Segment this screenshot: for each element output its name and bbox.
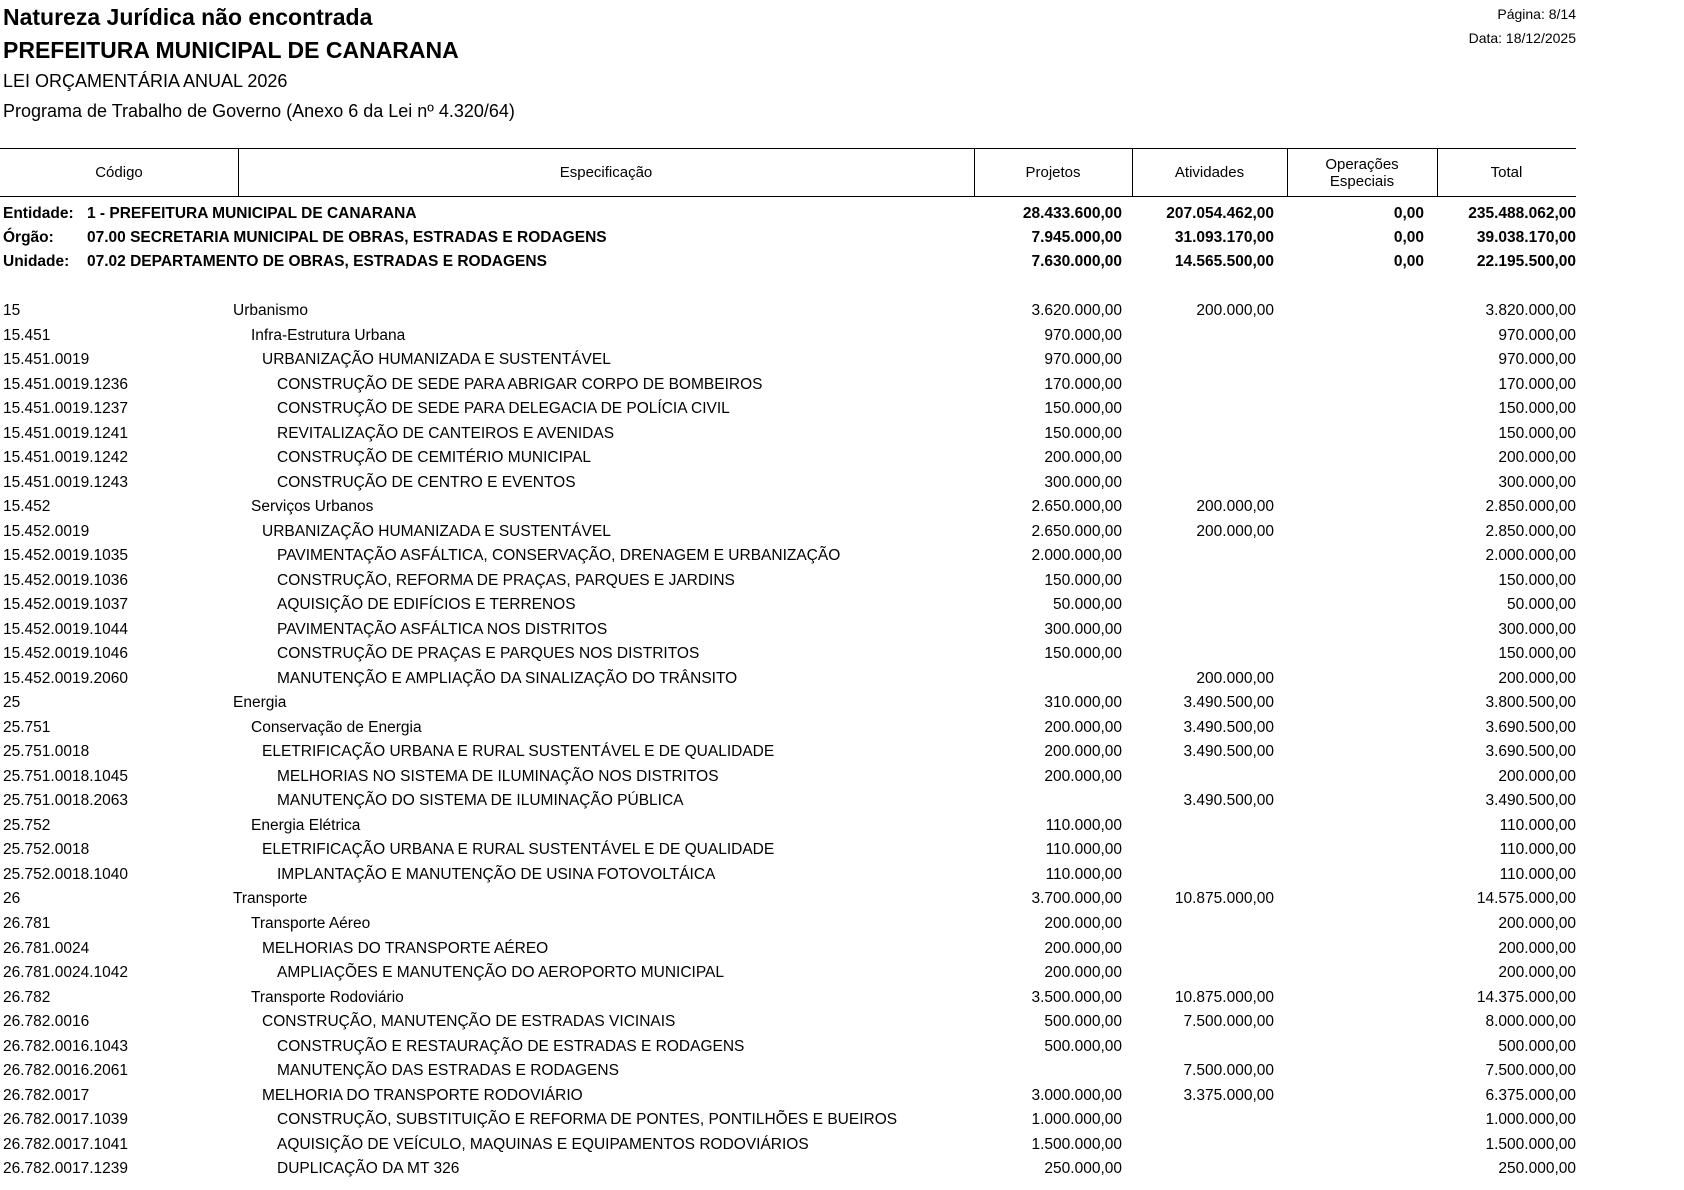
table-row	[0, 642, 1576, 666]
row-specification: Infra-Estrutura Urbana	[251, 327, 406, 344]
row-atividades: 7.500.000,00	[1183, 1062, 1274, 1079]
row-specification: CONSTRUÇÃO DE CENTRO E EVENTOS	[277, 474, 576, 491]
row-total: 3.690.500,00	[1485, 719, 1576, 736]
table-row	[0, 1010, 1576, 1034]
row-code: 25.752	[3, 817, 51, 834]
row-code: 26.782	[3, 989, 51, 1006]
row-projetos: 110.000,00	[1045, 866, 1122, 883]
table-row	[0, 887, 1576, 911]
table-row	[0, 838, 1576, 862]
row-projetos: 110.000,00	[1045, 841, 1122, 858]
row-specification: CONSTRUÇÃO DE CEMITÉRIO MUNICIPAL	[277, 449, 592, 466]
row-total: 2.850.000,00	[1485, 498, 1576, 515]
row-code: 26.781.0024	[3, 940, 90, 957]
row-projetos: 200.000,00	[1044, 915, 1122, 932]
row-total: 8.000.000,00	[1485, 1013, 1576, 1030]
row-code: 26.781	[3, 915, 51, 932]
row-projetos: 500.000,00	[1044, 1013, 1122, 1030]
summary-atividades: 14.565.500,00	[1174, 253, 1274, 270]
row-total: 1.500.000,00	[1485, 1136, 1576, 1153]
row-total: 970.000,00	[1498, 351, 1576, 368]
row-specification: CONSTRUÇÃO DE SEDE PARA DELEGACIA DE POLÍCIA CIVIL	[277, 400, 730, 417]
row-code: 15.451.0019	[3, 351, 90, 368]
row-specification: Energia Elétrica	[251, 817, 361, 834]
summary-row	[0, 250, 1576, 274]
table-row	[0, 937, 1576, 961]
row-atividades: 3.490.500,00	[1183, 694, 1274, 711]
row-atividades: 200.000,00	[1196, 302, 1274, 319]
row-projetos: 150.000,00	[1044, 572, 1122, 589]
row-code: 26.782.0016.1043	[3, 1038, 128, 1055]
row-code: 15.452.0019.1037	[3, 596, 128, 613]
row-specification: PAVIMENTAÇÃO ASFÁLTICA NOS DISTRITOS	[277, 621, 608, 638]
row-projetos: 200.000,00	[1044, 743, 1122, 760]
row-projetos: 3.620.000,00	[1031, 302, 1122, 319]
row-projetos: 2.000.000,00	[1031, 547, 1122, 564]
table-row	[0, 1157, 1576, 1181]
row-code: 26.782.0016.2061	[3, 1062, 128, 1079]
col-header-projetos: Projetos	[1025, 164, 1081, 181]
row-total: 2.000.000,00	[1485, 547, 1576, 564]
row-code: 15.452.0019.1036	[3, 572, 128, 589]
row-code: 15	[3, 302, 21, 319]
row-code: 15.451.0019.1243	[3, 474, 128, 491]
row-total: 200.000,00	[1498, 940, 1576, 957]
row-total: 150.000,00	[1498, 645, 1576, 662]
row-specification: URBANIZAÇÃO HUMANIZADA E SUSTENTÁVEL	[262, 351, 611, 368]
row-atividades: 200.000,00	[1196, 498, 1274, 515]
table-row	[0, 348, 1576, 372]
row-code: 15.452.0019.1046	[3, 645, 128, 662]
row-specification: Transporte Aéreo	[251, 915, 371, 932]
row-projetos: 2.650.000,00	[1031, 498, 1122, 515]
table-row	[0, 716, 1576, 740]
row-projetos: 200.000,00	[1044, 768, 1122, 785]
row-total: 200.000,00	[1498, 768, 1576, 785]
table-row	[0, 324, 1576, 348]
row-projetos: 970.000,00	[1044, 351, 1122, 368]
row-projetos: 200.000,00	[1044, 940, 1122, 957]
program-title: Programa de Trabalho de Governo (Anexo 6 da Lei nº 4.320/64)	[3, 101, 515, 121]
summary-operacoes: 0,00	[1393, 205, 1424, 222]
summary-total: 235.488.062,00	[1468, 205, 1576, 222]
row-code: 15.451	[3, 327, 51, 344]
table-row	[0, 422, 1576, 446]
row-atividades: 3.490.500,00	[1183, 792, 1274, 809]
table-header	[0, 148, 1576, 197]
law-title: LEI ORÇAMENTÁRIA ANUAL 2026	[3, 71, 288, 91]
summary-operacoes: 0,00	[1393, 253, 1424, 270]
row-total: 150.000,00	[1498, 400, 1576, 417]
table-row	[0, 373, 1576, 397]
row-code: 15.452.0019.2060	[3, 670, 128, 687]
row-code: 15.452	[3, 498, 51, 515]
row-code: 26.782.0016	[3, 1013, 90, 1030]
report-date: Data: 18/12/2025	[1468, 30, 1576, 46]
row-code: 25.752.0018	[3, 841, 90, 858]
row-total: 1.000.000,00	[1485, 1111, 1576, 1128]
row-code: 26.782.0017.1041	[3, 1136, 128, 1153]
summary-projetos: 7.945.000,00	[1031, 229, 1122, 246]
row-total: 14.575.000,00	[1476, 890, 1576, 907]
row-specification: IMPLANTAÇÃO E MANUTENÇÃO DE USINA FOTOVOLTÁICA	[277, 866, 716, 883]
summary-operacoes: 0,00	[1393, 229, 1424, 246]
summary-atividades: 207.054.462,00	[1166, 205, 1274, 222]
summary-row	[0, 202, 1576, 226]
table-row	[0, 1035, 1576, 1059]
row-specification: MELHORIAS DO TRANSPORTE AÉREO	[262, 940, 549, 957]
summary-atividades: 31.093.170,00	[1174, 229, 1274, 246]
summary-description: 07.02 DEPARTAMENTO DE OBRAS, ESTRADAS E RODAGENS	[87, 253, 547, 270]
row-total: 110.000,00	[1499, 841, 1576, 858]
row-code: 15.452.0019.1035	[3, 547, 128, 564]
table-row	[0, 299, 1576, 323]
table-row	[0, 618, 1576, 642]
summary-description: 07.00 SECRETARIA MUNICIPAL DE OBRAS, ESTRADAS E RODAGENS	[87, 229, 607, 246]
table-row	[0, 397, 1576, 421]
row-atividades: 200.000,00	[1196, 523, 1274, 540]
table-row	[0, 544, 1576, 568]
row-specification: URBANIZAÇÃO HUMANIZADA E SUSTENTÁVEL	[262, 523, 611, 540]
row-code: 15.451.0019.1237	[3, 400, 128, 417]
row-code: 26.781.0024.1042	[3, 964, 128, 981]
col-header-total: Total	[1490, 164, 1523, 181]
summary-description: 1 - PREFEITURA MUNICIPAL DE CANARANA	[87, 205, 417, 222]
table-row	[0, 1059, 1576, 1083]
row-code: 25.751.0018.1045	[3, 768, 128, 785]
row-total: 300.000,00	[1498, 621, 1576, 638]
table-row	[0, 593, 1576, 617]
col-header-operacoes-line2: Especiais	[1329, 172, 1395, 190]
table-row	[0, 789, 1576, 813]
table-row	[0, 1133, 1576, 1157]
col-header-especificacao: Especificação	[559, 164, 653, 181]
row-total: 7.500.000,00	[1485, 1062, 1576, 1079]
row-code: 15.452.0019.1044	[3, 621, 128, 638]
row-total: 6.375.000,00	[1485, 1087, 1576, 1104]
row-total: 170.000,00	[1498, 376, 1576, 393]
row-code: 25.752.0018.1040	[3, 866, 128, 883]
row-projetos: 200.000,00	[1044, 719, 1122, 736]
col-header-atividades: Atividades	[1174, 164, 1245, 181]
row-specification: CONSTRUÇÃO E RESTAURAÇÃO DE ESTRADAS E RODAGENS	[277, 1038, 745, 1055]
row-projetos: 110.000,00	[1045, 817, 1122, 834]
row-total: 2.850.000,00	[1485, 523, 1576, 540]
table-row	[0, 569, 1576, 593]
row-projetos: 50.000,00	[1053, 596, 1122, 613]
row-projetos: 150.000,00	[1044, 645, 1122, 662]
row-specification: Energia	[233, 694, 287, 711]
row-code: 26	[3, 890, 21, 907]
row-specification: REVITALIZAÇÃO DE CANTEIROS E AVENIDAS	[277, 425, 615, 442]
row-specification: ELETRIFICAÇÃO URBANA E RURAL SUSTENTÁVEL E DE QUALIDADE	[262, 743, 775, 760]
row-total: 50.000,00	[1507, 596, 1576, 613]
row-specification: DUPLICAÇÃO DA MT 326	[277, 1160, 460, 1177]
row-atividades: 10.875.000,00	[1174, 989, 1274, 1006]
summary-label: Unidade:	[3, 253, 70, 270]
row-specification: CONSTRUÇÃO, SUBSTITUIÇÃO E REFORMA DE PONTES, PONTILHÕES E BUEIROS	[277, 1111, 898, 1128]
row-total: 250.000,00	[1498, 1160, 1576, 1177]
row-projetos: 300.000,00	[1044, 474, 1122, 491]
row-specification: AQUISIÇÃO DE EDIFÍCIOS E TERRENOS	[277, 596, 576, 613]
row-specification: Urbanismo	[233, 302, 308, 319]
summary-total: 22.195.500,00	[1476, 253, 1576, 270]
table-row	[0, 765, 1576, 789]
table-row	[0, 740, 1576, 764]
row-projetos: 200.000,00	[1044, 964, 1122, 981]
row-total: 3.820.000,00	[1485, 302, 1576, 319]
row-atividades: 10.875.000,00	[1174, 890, 1274, 907]
row-specification: AMPLIAÇÕES E MANUTENÇÃO DO AEROPORTO MUNICIPAL	[277, 964, 725, 981]
row-code: 15.451.0019.1236	[3, 376, 128, 393]
table-row	[0, 520, 1576, 544]
row-specification: AQUISIÇÃO DE VEÍCULO, MAQUINAS E EQUIPAMENTOS RODOVIÁRIOS	[277, 1136, 809, 1153]
row-code: 15.452.0019	[3, 523, 90, 540]
row-atividades: 3.375.000,00	[1183, 1087, 1274, 1104]
summary-total: 39.038.170,00	[1476, 229, 1576, 246]
row-total: 150.000,00	[1498, 425, 1576, 442]
table-row	[0, 667, 1576, 691]
row-code: 15.451.0019.1241	[3, 425, 128, 442]
row-total: 300.000,00	[1498, 474, 1576, 491]
summary-projetos: 28.433.600,00	[1022, 205, 1122, 222]
table-row	[0, 691, 1576, 715]
table-row	[0, 961, 1576, 985]
row-projetos: 250.000,00	[1044, 1160, 1122, 1177]
table-row	[0, 814, 1576, 838]
row-specification: ELETRIFICAÇÃO URBANA E RURAL SUSTENTÁVEL E DE QUALIDADE	[262, 841, 775, 858]
row-specification: CONSTRUÇÃO DE SEDE PARA ABRIGAR CORPO DE BOMBEIROS	[277, 376, 763, 393]
page-number: Página: 8/14	[1497, 6, 1576, 22]
summary-label: Órgão:	[3, 229, 54, 246]
row-specification: Transporte	[233, 890, 308, 907]
row-total: 150.000,00	[1498, 572, 1576, 589]
row-projetos: 3.000.000,00	[1031, 1087, 1122, 1104]
row-code: 25.751.0018	[3, 743, 90, 760]
row-specification: CONSTRUÇÃO, MANUTENÇÃO DE ESTRADAS VICINAIS	[262, 1013, 676, 1030]
summary-label: Entidade:	[3, 205, 74, 222]
table-row	[0, 495, 1576, 519]
row-specification: CONSTRUÇÃO DE PRAÇAS E PARQUES NOS DISTRITOS	[277, 645, 700, 662]
table-row	[0, 863, 1576, 887]
row-specification: Transporte Rodoviário	[251, 989, 404, 1006]
table-row	[0, 1084, 1576, 1108]
row-code: 26.782.0017.1239	[3, 1160, 128, 1177]
row-total: 500.000,00	[1498, 1038, 1576, 1055]
row-total: 110.000,00	[1499, 817, 1576, 834]
row-total: 200.000,00	[1498, 449, 1576, 466]
row-atividades: 7.500.000,00	[1183, 1013, 1274, 1030]
row-total: 200.000,00	[1498, 964, 1576, 981]
row-projetos: 170.000,00	[1044, 376, 1122, 393]
row-projetos: 500.000,00	[1044, 1038, 1122, 1055]
row-total: 110.000,00	[1499, 866, 1576, 883]
row-atividades: 3.490.500,00	[1183, 719, 1274, 736]
row-projetos: 300.000,00	[1044, 621, 1122, 638]
table-row	[0, 1108, 1576, 1132]
row-total: 3.690.500,00	[1485, 743, 1576, 760]
row-atividades: 200.000,00	[1196, 670, 1274, 687]
summary-projetos: 7.630.000,00	[1031, 253, 1122, 270]
row-code: 25.751	[3, 719, 51, 736]
row-code: 26.782.0017.1039	[3, 1111, 128, 1128]
table-row	[0, 471, 1576, 495]
row-projetos: 1.500.000,00	[1031, 1136, 1122, 1153]
row-code: 26.782.0017	[3, 1087, 90, 1104]
row-specification: MANUTENÇÃO DAS ESTRADAS E RODAGENS	[277, 1062, 619, 1079]
row-specification: MANUTENÇÃO DO SISTEMA DE ILUMINAÇÃO PÚBLICA	[277, 792, 684, 809]
col-header-codigo: Código	[95, 164, 143, 181]
row-projetos: 3.700.000,00	[1031, 890, 1122, 907]
municipality-name: PREFEITURA MUNICIPAL DE CANARANA	[3, 37, 459, 63]
col-header-operacoes-line1: Operações	[1325, 155, 1399, 173]
col-header-operacoes	[1287, 149, 1437, 196]
summary-row	[0, 226, 1576, 250]
row-specification: PAVIMENTAÇÃO ASFÁLTICA, CONSERVAÇÃO, DRENAGEM E URBANIZAÇÃO	[277, 547, 841, 564]
row-atividades: 3.490.500,00	[1183, 743, 1274, 760]
row-specification: Conservação de Energia	[251, 719, 422, 736]
row-specification: MANUTENÇÃO E AMPLIAÇÃO DA SINALIZAÇÃO DO TRÂNSITO	[277, 670, 738, 687]
row-projetos: 200.000,00	[1044, 449, 1122, 466]
row-code: 25.751.0018.2063	[3, 792, 128, 809]
row-total: 14.375.000,00	[1476, 989, 1576, 1006]
table-row	[0, 446, 1576, 470]
row-total: 200.000,00	[1498, 915, 1576, 932]
row-total: 970.000,00	[1498, 327, 1576, 344]
table-row	[0, 986, 1576, 1010]
table-row	[0, 912, 1576, 936]
row-total: 3.800.500,00	[1485, 694, 1576, 711]
row-projetos: 150.000,00	[1044, 425, 1122, 442]
row-total: 200.000,00	[1498, 670, 1576, 687]
row-projetos: 150.000,00	[1044, 400, 1122, 417]
row-specification: MELHORIA DO TRANSPORTE RODOVIÁRIO	[262, 1087, 583, 1104]
row-projetos: 1.000.000,00	[1031, 1111, 1122, 1128]
row-code: 25	[3, 694, 21, 711]
row-projetos: 310.000,00	[1044, 694, 1122, 711]
row-projetos: 3.500.000,00	[1031, 989, 1122, 1006]
row-projetos: 970.000,00	[1044, 327, 1122, 344]
row-specification: MELHORIAS NO SISTEMA DE ILUMINAÇÃO NOS DISTRITOS	[277, 768, 719, 785]
row-code: 15.451.0019.1242	[3, 449, 128, 466]
report-title: Natureza Jurídica não encontrada	[3, 4, 373, 30]
row-specification: Serviços Urbanos	[251, 498, 374, 515]
row-total: 3.490.500,00	[1485, 792, 1576, 809]
row-projetos: 2.650.000,00	[1031, 523, 1122, 540]
row-specification: CONSTRUÇÃO, REFORMA DE PRAÇAS, PARQUES E JARDINS	[277, 572, 735, 589]
